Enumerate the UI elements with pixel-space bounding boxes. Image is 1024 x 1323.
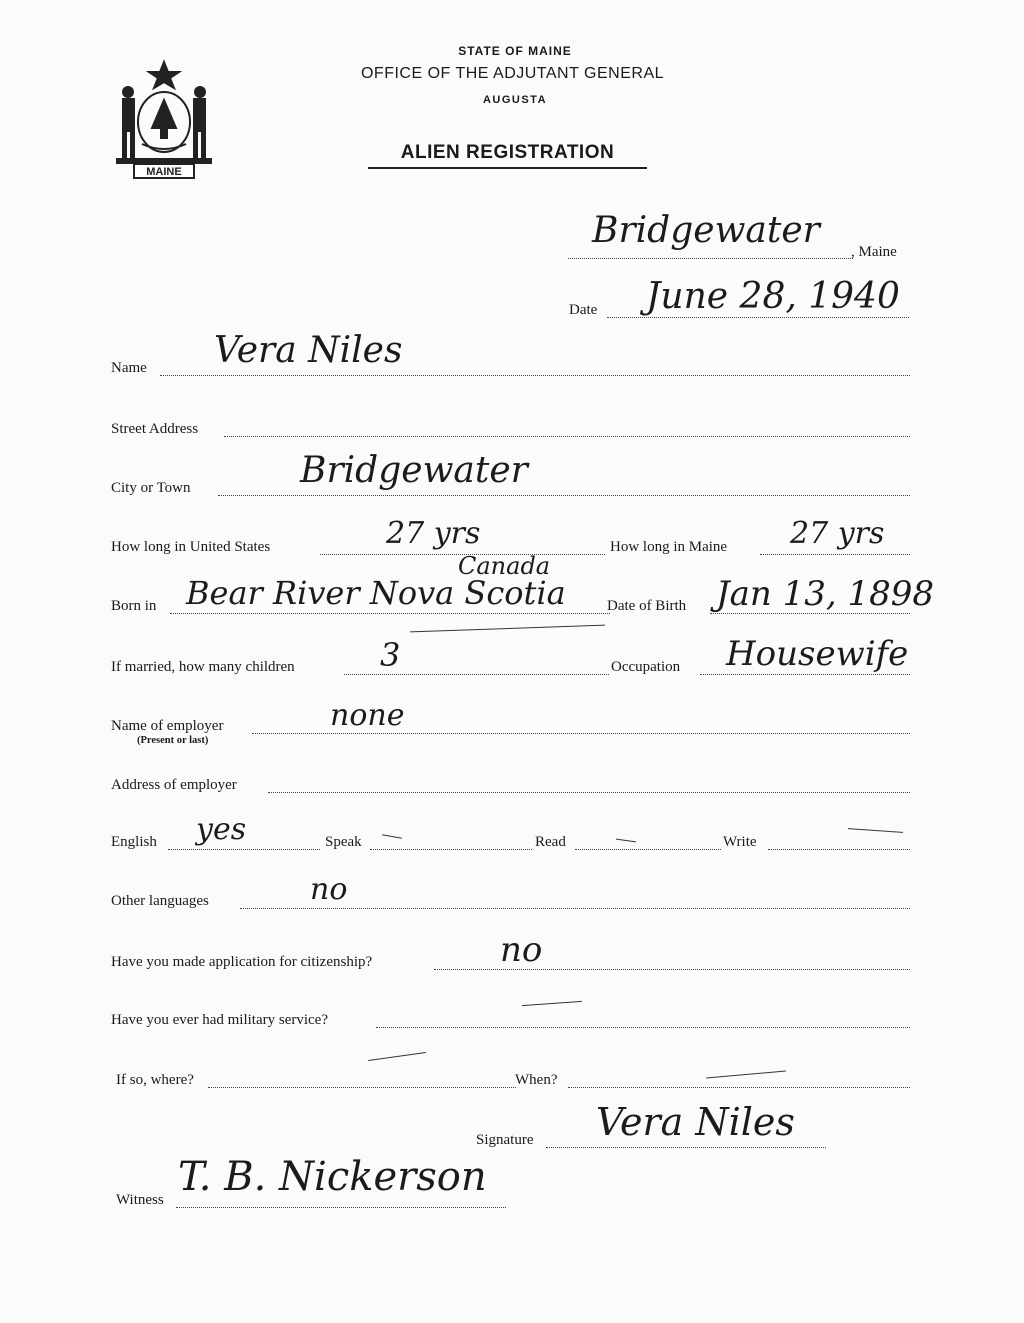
when-label: When? [515, 1072, 558, 1088]
street-line [224, 436, 910, 437]
witness-line [176, 1207, 506, 1208]
where-label: If so, where? [116, 1072, 194, 1088]
when-line [568, 1087, 910, 1088]
dob-label: Date of Birth [607, 598, 687, 614]
dob-value: Jan 13, 1898 [716, 574, 935, 614]
occupation-value: Housewife [726, 634, 909, 674]
read-label: Read [535, 834, 566, 850]
employer-value: none [330, 698, 405, 733]
witness-label: Witness [116, 1192, 164, 1208]
speak-line [370, 849, 532, 850]
english-line [168, 849, 320, 850]
where-dash [368, 1052, 426, 1061]
name-value: Vera Niles [214, 330, 403, 371]
read-mark [616, 839, 636, 843]
born-in-value: Bear River Nova Scotia [186, 574, 566, 612]
how-long-me-line [760, 554, 910, 555]
seal-text: MAINE [146, 166, 182, 178]
street-label: Street Address [111, 421, 199, 437]
town-value: Bridgewater [592, 210, 820, 251]
form-title: ALIEN REGISTRATION [400, 142, 615, 163]
write-mark [848, 828, 903, 833]
city-line [218, 495, 910, 496]
signature-value: Vera Niles [596, 1100, 795, 1144]
other-languages-value: no [310, 872, 348, 907]
maine-state-seal-icon [108, 58, 220, 182]
employer-address-label: Address of employer [111, 777, 237, 793]
city-label: City or Town [111, 480, 191, 496]
employer-line [252, 733, 910, 734]
english-value: yes [196, 812, 247, 847]
employer-label: Name of employer [111, 718, 224, 734]
office-heading: OFFICE OF THE ADJUTANT GENERAL [360, 65, 665, 82]
children-line [344, 674, 609, 675]
military-dash [522, 1001, 582, 1006]
where-line [208, 1087, 516, 1088]
state-heading: STATE OF MAINE [458, 44, 572, 58]
speak-label: Speak [325, 834, 362, 850]
occupation-label: Occupation [611, 659, 681, 675]
read-line [575, 849, 721, 850]
occupation-line [700, 674, 910, 675]
children-label: If married, how many children [111, 659, 295, 675]
born-in-strike [410, 625, 605, 633]
name-line [160, 375, 910, 376]
title-underline [368, 167, 647, 169]
how-long-me-label: How long in Maine [610, 539, 728, 555]
other-languages-line [240, 908, 910, 909]
date-line [607, 317, 909, 318]
witness-value: T. B. Nickerson [178, 1154, 487, 1200]
name-label: Name [111, 360, 147, 376]
citizenship-value: no [500, 930, 543, 970]
signature-label: Signature [476, 1132, 534, 1148]
date-value: June 28, 1940 [646, 276, 900, 317]
other-languages-label: Other languages [111, 893, 209, 909]
citizenship-label: Have you made application for citizenship? [111, 954, 373, 970]
born-in-line [170, 613, 610, 614]
town-line [568, 258, 853, 259]
write-line [768, 849, 910, 850]
military-label: Have you ever had military service? [111, 1012, 328, 1028]
when-dash [706, 1071, 786, 1079]
born-in-note: Canada [458, 552, 551, 580]
city-heading: AUGUSTA [482, 94, 548, 106]
english-label: English [111, 834, 157, 850]
city-value: Bridgewater [300, 450, 528, 491]
how-long-me-value: 27 yrs [790, 516, 885, 551]
born-in-label: Born in [111, 598, 157, 614]
speak-mark [382, 834, 402, 838]
how-long-us-value: 27 yrs [386, 516, 481, 551]
military-line [376, 1027, 910, 1028]
children-value: 3 [380, 636, 401, 674]
write-label: Write [723, 834, 757, 850]
how-long-us-label: How long in United States [111, 539, 271, 555]
employer-note: (Present or last) [137, 735, 209, 746]
maine-label: , Maine [851, 244, 897, 260]
date-label: Date [569, 302, 598, 318]
signature-line [546, 1147, 826, 1148]
employer-address-line [268, 792, 910, 793]
